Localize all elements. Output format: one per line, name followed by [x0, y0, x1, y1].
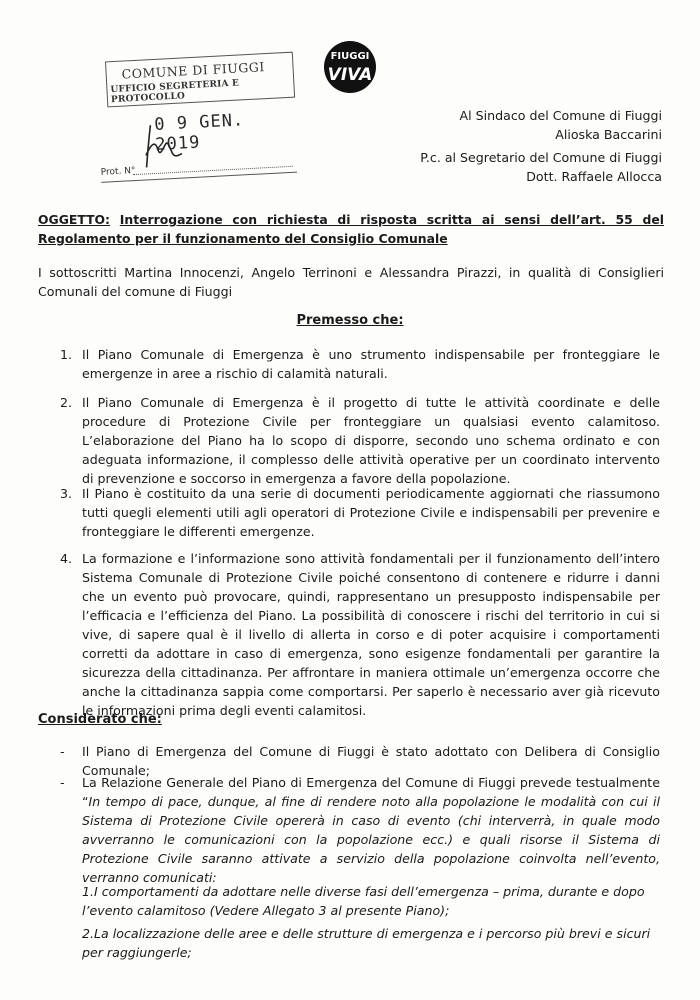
quoted-point-1: 1.I comportamenti da adottare nelle diverse fasi dell’emergenza – prima, durante e dopo l’evento calamitoso (Vedere Allegato 3 al presente Piano);: [82, 884, 645, 918]
bullet-dash: -: [60, 744, 65, 759]
considerato-bullet: [60, 773, 660, 887]
addressee-mayor-name: Alioska Baccarini: [555, 127, 662, 142]
bullet-text-plain: La Relazione Generale del Piano di Emergenza del Comune di Fiuggi prevede testualmente “: [82, 775, 660, 809]
item-number: 2.: [60, 395, 73, 410]
stamp-office-dept: UFFICIO SEGRETERIA E PROTOCOLLO: [110, 78, 240, 106]
protocol-stamp: [95, 52, 297, 182]
stamp-protocol-label: Prot. N°: [100, 166, 136, 178]
subject-text: Interrogazione con richiesta di risposta scritta ai sensi dell’art. 55 del Regolamento per il funzionamento del Consiglio Comunale: [38, 212, 664, 246]
svg-text:VIVA: VIVA: [327, 65, 373, 85]
item-text: Il Piano Comunale di Emergenza è il progetto di tutte le attività coordinate e delle procedure di Protezione Civile per fronteggiare un qualsiasi evento calamitoso. L’elaborazione del Piano ha lo scopo di disporre, secondo uno schema ordinato e con adeguata informazione, il complesso delle attività operative per un coordinato intervento di prevenzione e soccorso in emergenza a favore della popolazione.: [82, 395, 660, 486]
addressee-secretary: P.c. al Segretario del Comune di Fiuggi: [420, 150, 662, 165]
bullet-text-italic: In tempo di pace, dunque, al fine di rendere noto alla popolazione le modalità con cui il Sistema di Protezione Civile opererà in caso di evento (chi interverrà, in quale modo avverranno le comunicazioni con la popolazione ecc.) e quali risorse il Sistema di Protezione Civile saranno attivate a servizio della popolazione coinvolta nell’evento, verranno comunicati:: [82, 794, 660, 885]
item-text: La formazione e l’informazione sono attività fondamentali per il funzionamento dell’intero Sistema Comunale di Protezione Civile poiché consentono di contenere e ridurre i danni che un evento può provocare, quindi, rappresentano un presupposto indispensabile per l’efficacia e l’efficienza del Piano. La possibilità di conoscere i rischi del territorio in cui si vive, di sapere qual è il livello di allerta in corso e di poter acquisire i comportamenti corretti da adottare in caso di emergenza, sono esigenze fondamentali per garantire la sicurezza della cittadinanza. Per affrontare in maniera ottimale un’emergenza occorre che anche la cittadinanza sappia come comportarsi. Per saperlo è necessario aver già ricevuto le informazioni prima degli eventi calamitosi.: [82, 551, 660, 718]
item-number: 3.: [60, 486, 73, 501]
stamp-date: 0 9 GEN. 2019: [153, 110, 245, 155]
handwritten-signature: [136, 119, 199, 172]
bullet-text: [82, 773, 660, 887]
bullet-text: Il Piano di Emergenza del Comune di Fiuggi è stato adottato con Delibera di Consiglio Comunale;: [82, 744, 660, 778]
premesso-item: [60, 345, 660, 383]
considerato-heading: Considerato che:: [38, 712, 162, 727]
fiuggi-viva-logo: [323, 40, 377, 94]
item-number: 1.: [60, 347, 73, 362]
premesso-heading: Premesso che:: [296, 313, 404, 328]
premesso-item: [60, 393, 660, 488]
premesso-item: [60, 484, 660, 541]
subject-label: OGGETTO:: [38, 212, 111, 227]
addressee-mayor: Al Sindaco del Comune di Fiuggi: [459, 108, 662, 123]
stamp-office-name: COMUNE DI FIUGGI: [121, 59, 266, 82]
item-number: 4.: [60, 551, 73, 566]
intro-paragraph: I sottoscritti Martina Innocenzi, Angelo Terrinoni e Alessandra Pirazzi, in qualità di Consiglieri Comunali del comune di Fiuggi: [38, 265, 664, 299]
item-text: Il Piano Comunale di Emergenza è uno strumento indispensabile per fronteggiare le emergenze in aree a rischio di calamità naturali.: [82, 347, 660, 381]
subject-line: [38, 210, 664, 248]
svg-text:FIUGGI: FIUGGI: [330, 51, 370, 62]
item-text: Il Piano è costituito da una serie di documenti periodicamente aggiornati che riassumono tutti quegli elementi utili agli operatori di Protezione Civile e indispensabili per prevenire e fronteggiare le differenti emergenze.: [82, 486, 660, 539]
premesso-item: [60, 549, 660, 720]
addressee-secretary-name: Dott. Raffaele Allocca: [526, 169, 662, 184]
quoted-point-2: 2.La localizzazione delle aree e delle strutture di emergenza e i percorso più brevi e sicuri per raggiungerle;: [82, 926, 651, 960]
bullet-dash: -: [60, 775, 65, 790]
